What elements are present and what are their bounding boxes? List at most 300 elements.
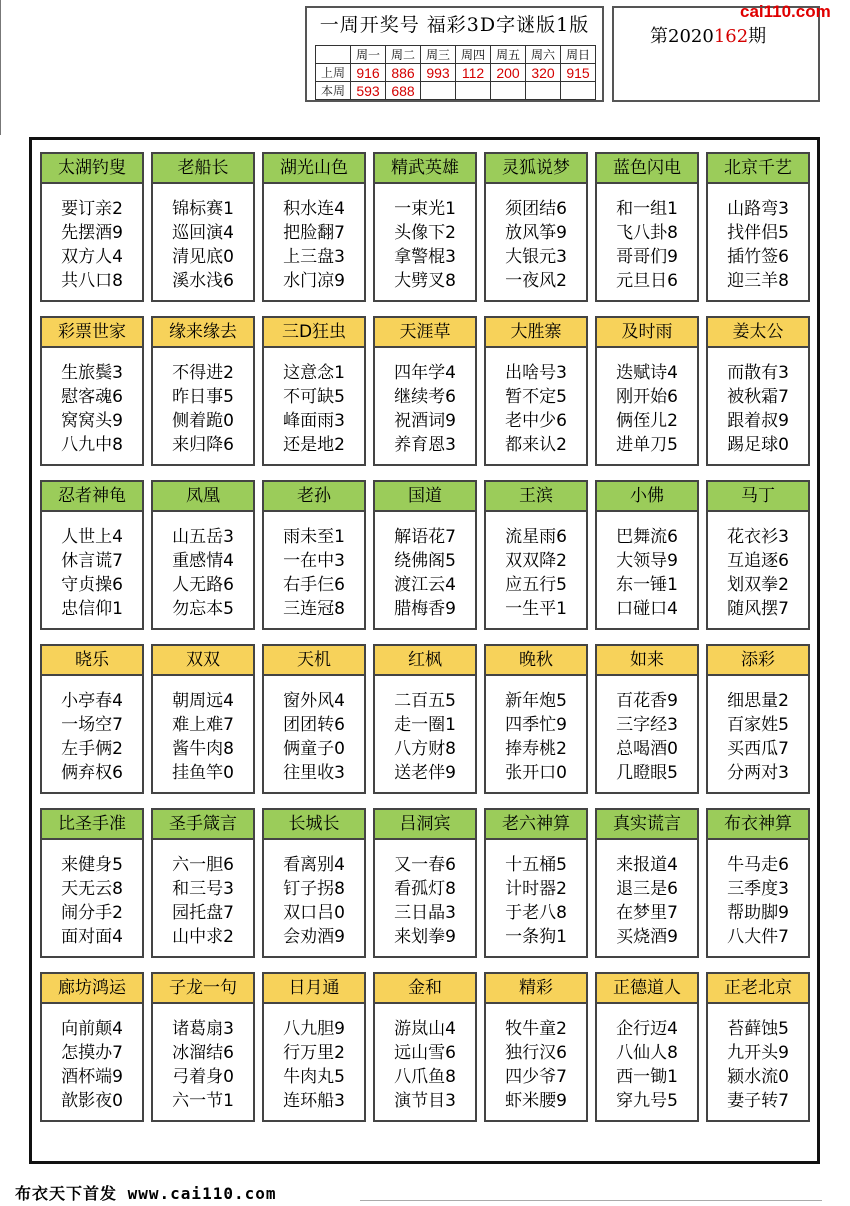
riddle-line: 诸葛扇3 [172,1019,234,1039]
this-week-row [316,82,596,100]
riddle-line: 三日晶3 [394,903,456,923]
riddle-line: 和三号3 [172,879,234,899]
riddle-line: 溪水浅6 [172,271,234,291]
riddle-line: 总喝酒0 [616,739,678,759]
riddle-line: 又一春6 [394,855,456,875]
riddle-card-title: 蓝色闪电 [597,154,697,184]
riddle-line: 一束光1 [394,199,456,219]
riddle-card [40,316,144,466]
riddle-line: 四少爷7 [505,1067,567,1087]
riddle-lines [264,512,364,621]
riddle-card-title: 添彩 [708,646,808,676]
riddle-line: 山中求2 [172,927,234,947]
riddle-card-title: 及时雨 [597,318,697,348]
riddle-line: 行万里2 [283,1043,345,1063]
riddle-line: 牛马走6 [727,855,789,875]
riddle-line: 元旦日6 [616,271,678,291]
riddle-card [151,808,255,958]
riddle-card [484,316,588,466]
riddle-lines [42,840,142,949]
riddle-line: 放风筝9 [505,223,567,243]
riddle-line: 三连冠8 [283,599,345,619]
riddle-line: 八大件7 [727,927,789,947]
header-title: 一周开奖号 福彩3D字谜版1版 [319,14,590,36]
riddle-line: 巡回演4 [172,223,234,243]
riddle-line: 计时器2 [505,879,567,899]
riddle-lines [708,676,808,785]
riddle-line: 口碰口4 [616,599,678,619]
row-label: 上周 [316,64,351,82]
riddle-line: 难上难7 [172,715,234,735]
riddle-line: 来健身5 [61,855,123,875]
riddle-line: 窗外风4 [283,691,345,711]
riddle-line: 几瞪眼5 [616,763,678,783]
draw-number [561,82,596,100]
riddle-card [262,480,366,630]
riddle-line: 和一组1 [616,199,678,219]
draw-number: 593 [351,82,386,100]
riddle-line: 水门凉9 [283,271,345,291]
riddle-line: 划双拳2 [727,575,789,595]
riddle-card-title: 比圣手准 [42,810,142,840]
riddle-line: 一夜风2 [505,271,567,291]
riddle-card [706,152,810,302]
riddle-line: 西一锄1 [616,1067,678,1087]
riddle-line: 山五岳3 [172,527,234,547]
riddle-card-title: 国道 [375,482,475,512]
riddle-card [595,972,699,1122]
riddle-card-title: 红枫 [375,646,475,676]
riddle-card-title: 小佛 [597,482,697,512]
riddle-card [595,152,699,302]
riddle-line: 被秋霜7 [727,387,789,407]
riddle-line: 要订亲2 [61,199,123,219]
riddle-card-title: 日月通 [264,974,364,1004]
riddle-line: 还是地2 [283,435,345,455]
weekly-draw-table [305,6,604,102]
riddle-line: 来报道4 [616,855,678,875]
day-label: 周五 [491,46,526,64]
riddle-line: 团团转6 [283,715,345,735]
riddle-card-title: 老孙 [264,482,364,512]
riddle-line: 百家姓5 [727,715,789,735]
riddle-line: 百花香9 [616,691,678,711]
riddle-lines [375,512,475,621]
riddle-line: 左手俩2 [61,739,123,759]
riddle-line: 峰面雨3 [283,411,345,431]
riddle-card-title: 金和 [375,974,475,1004]
riddle-lines [42,1004,142,1113]
riddle-lines [597,1004,697,1113]
riddle-lines [153,348,253,457]
riddle-line: 颍水流0 [727,1067,789,1087]
riddle-line: 一在中3 [283,551,345,571]
riddle-card [151,480,255,630]
riddle-lines [708,512,808,621]
riddle-line: 昨日事5 [172,387,234,407]
riddle-line: 进单刀5 [616,435,678,455]
riddle-card-title: 姜太公 [708,318,808,348]
riddle-lines [375,184,475,293]
issue-number [650,22,766,48]
riddle-line: 人世上4 [61,527,123,547]
riddle-line: 而散有3 [727,363,789,383]
riddle-line: 大劈叉8 [394,271,456,291]
riddle-card-title: 三D狂虫 [264,318,364,348]
riddle-card [595,316,699,466]
riddle-line: 三季度3 [727,879,789,899]
riddle-card [484,808,588,958]
day-label: 周四 [456,46,491,64]
riddle-card-title: 王滨 [486,482,586,512]
riddle-line: 妻子转7 [727,1091,789,1111]
riddle-lines [153,512,253,621]
riddle-card [40,644,144,794]
riddle-line: 一场空7 [61,715,123,735]
riddle-card [262,644,366,794]
riddle-line: 哥哥们9 [616,247,678,267]
riddle-line: 俩侄儿2 [616,411,678,431]
riddle-line: 四年学4 [394,363,456,383]
riddle-lines [264,676,364,785]
riddle-card [484,152,588,302]
riddle-line: 拿警棍3 [394,247,456,267]
riddle-line: 小亭春4 [61,691,123,711]
riddle-line: 二百五5 [394,691,456,711]
riddle-line: 园托盘7 [172,903,234,923]
riddle-line: 于老八8 [505,903,567,923]
riddle-line: 八九中8 [61,435,123,455]
riddle-line: 清见底0 [172,247,234,267]
draw-number: 200 [491,64,526,82]
riddle-line: 九开头9 [727,1043,789,1063]
riddle-line: 出啥号3 [505,363,567,383]
riddle-card-title: 双双 [153,646,253,676]
riddle-line: 一条狗1 [505,927,567,947]
riddle-card-title: 太湖钓叟 [42,154,142,184]
riddle-line: 锦标赛1 [172,199,234,219]
riddle-card-title: 长城长 [264,810,364,840]
day-label: 周六 [526,46,561,64]
riddle-card [484,480,588,630]
riddle-line: 天无云8 [61,879,123,899]
riddle-line: 穿九号5 [616,1091,678,1111]
last-week-row [316,64,596,82]
riddle-card [373,316,477,466]
riddle-card-title: 天涯草 [375,318,475,348]
riddle-card [373,972,477,1122]
riddle-line: 送老伴9 [394,763,456,783]
riddle-lines [486,184,586,293]
riddle-card-title: 晚秋 [486,646,586,676]
riddle-line: 上三盘3 [283,247,345,267]
riddle-lines [42,348,142,457]
riddle-card [40,480,144,630]
riddle-line: 帮助脚9 [727,903,789,923]
riddle-line: 都来认2 [505,435,567,455]
riddle-line: 游岚山4 [394,1019,456,1039]
riddle-line: 八爪鱼8 [394,1067,456,1087]
day-label: 周二 [386,46,421,64]
draw-number: 320 [526,64,561,82]
riddle-line: 重感情4 [172,551,234,571]
riddle-line: 分两对3 [727,763,789,783]
riddle-line: 应五行5 [505,575,567,595]
riddle-card [151,644,255,794]
riddle-card [262,808,366,958]
riddle-line: 踢足球0 [727,435,789,455]
riddle-lines [597,184,697,293]
draw-number: 688 [386,82,421,100]
riddle-line: 这意念1 [283,363,345,383]
riddle-lines [486,840,586,949]
riddle-card [262,152,366,302]
riddle-lines [153,840,253,949]
riddle-grid-frame [29,137,820,1164]
footer-credit: 布衣天下首发 www.cai110.com [15,1184,277,1203]
draw-number: 993 [421,64,456,82]
draw-number [421,82,456,100]
riddle-lines [42,676,142,785]
draw-number: 112 [456,64,491,82]
riddle-lines [597,840,697,949]
riddle-lines [42,512,142,621]
issue-serial: 162 [713,26,749,47]
riddle-line: 往里收3 [283,763,345,783]
riddle-line: 六一胆6 [172,855,234,875]
riddle-card-title: 凤凰 [153,482,253,512]
riddle-line: 须团结6 [505,199,567,219]
riddle-card [706,644,810,794]
riddle-line: 互追逐6 [727,551,789,571]
riddle-card [262,316,366,466]
riddle-line: 慰客魂6 [61,387,123,407]
riddle-line: 双双降2 [505,551,567,571]
riddle-line: 大银元3 [505,247,567,267]
riddle-line: 渡江云4 [394,575,456,595]
riddle-line: 老中少6 [505,411,567,431]
riddle-line: 看离别4 [283,855,345,875]
draw-number: 886 [386,64,421,82]
riddle-line: 酱牛肉8 [172,739,234,759]
riddle-line: 双口吕0 [283,903,345,923]
riddle-line: 挂鱼竿0 [172,763,234,783]
riddle-card-title: 灵狐说梦 [486,154,586,184]
riddle-line: 歆影夜0 [61,1091,123,1111]
riddle-card-title: 如来 [597,646,697,676]
riddle-lines [597,512,697,621]
issue-prefix: 第2020 [650,26,714,47]
riddle-line: 休言谎7 [61,551,123,571]
riddle-lines [486,348,586,457]
riddle-card [595,644,699,794]
riddle-line: 找伴侣5 [727,223,789,243]
riddle-card-title: 精彩 [486,974,586,1004]
riddle-card-title: 圣手箴言 [153,810,253,840]
riddle-line: 独行汉6 [505,1043,567,1063]
riddle-line: 流星雨6 [505,527,567,547]
riddle-line: 八仙人8 [616,1043,678,1063]
riddle-line: 把脸翻7 [283,223,345,243]
draw-number [456,82,491,100]
riddle-card [706,316,810,466]
riddle-line: 演节目3 [394,1091,456,1111]
riddle-line: 飞八卦8 [616,223,678,243]
riddle-line: 一生平1 [505,599,567,619]
riddle-card [706,480,810,630]
riddle-line: 暂不定5 [505,387,567,407]
riddle-line: 头像下2 [394,223,456,243]
riddle-card-title: 正老北京 [708,974,808,1004]
riddle-line: 闹分手2 [61,903,123,923]
riddle-line: 买西瓜7 [727,739,789,759]
riddle-line: 雨未至1 [283,527,345,547]
riddle-line: 酒杯端9 [61,1067,123,1087]
riddle-card-title: 天机 [264,646,364,676]
riddle-card-title: 廊坊鸿运 [42,974,142,1004]
riddle-card [595,808,699,958]
riddle-line: 花衣衫3 [727,527,789,547]
riddle-line: 侧着跪0 [172,411,234,431]
riddle-line: 冰溜结6 [172,1043,234,1063]
riddle-line: 绕佛阁5 [394,551,456,571]
riddle-card-title: 老船长 [153,154,253,184]
riddle-card [484,644,588,794]
riddle-line: 祝酒词9 [394,411,456,431]
riddle-line: 不得进2 [172,363,234,383]
riddle-line: 新年炮5 [505,691,567,711]
riddle-lines [264,348,364,457]
riddle-line: 共八口8 [61,271,123,291]
riddle-lines [597,348,697,457]
riddle-lines [708,1004,808,1113]
riddle-lines [153,676,253,785]
riddle-lines [153,184,253,293]
row-label: 本周 [316,82,351,100]
riddle-line: 大领导9 [616,551,678,571]
riddle-line: 十五桶5 [505,855,567,875]
riddle-line: 虾米腰9 [505,1091,567,1111]
riddle-line: 会劝酒9 [283,927,345,947]
riddle-line: 看孤灯8 [394,879,456,899]
site-logo[interactable]: cai110.com [740,2,831,21]
riddle-card [151,152,255,302]
riddle-lines [486,512,586,621]
riddle-line: 苔藓蚀5 [727,1019,789,1039]
riddle-line: 东一锤1 [616,575,678,595]
riddle-card [40,152,144,302]
riddle-lines [375,676,475,785]
riddle-line: 细思量2 [727,691,789,711]
riddle-card-title: 北京千艺 [708,154,808,184]
riddle-line: 忠信仰1 [61,599,123,619]
riddle-line: 养育恩3 [394,435,456,455]
riddle-card [373,808,477,958]
riddle-lines [375,840,475,949]
riddle-card [373,152,477,302]
riddle-card-title: 吕洞宾 [375,810,475,840]
day-header-row [316,46,596,64]
riddle-lines [597,676,697,785]
riddle-card-title: 缘来缘去 [153,318,253,348]
riddle-line: 捧寿桃2 [505,739,567,759]
corner-cell [316,46,351,64]
riddle-card-title: 彩票世家 [42,318,142,348]
riddle-card [706,972,810,1122]
riddle-card [373,644,477,794]
riddle-card [262,972,366,1122]
riddle-card-title: 布衣神算 [708,810,808,840]
riddle-card-title: 大胜寨 [486,318,586,348]
draw-number [526,82,561,100]
riddle-line: 生旅鬓3 [61,363,123,383]
riddle-line: 俩童子0 [283,739,345,759]
riddle-line: 山路弯3 [727,199,789,219]
riddle-card [373,480,477,630]
riddle-line: 右手仨6 [283,575,345,595]
issue-suffix: 期 [748,26,767,47]
riddle-lines [42,184,142,293]
riddle-lines [708,840,808,949]
riddle-lines [486,1004,586,1113]
riddle-line: 插竹签6 [727,247,789,267]
riddle-line: 窝窝头9 [61,411,123,431]
riddle-line: 勿忘本5 [172,599,234,619]
riddle-card [151,972,255,1122]
riddle-line: 连环船3 [283,1091,345,1111]
riddle-card-title: 正德道人 [597,974,697,1004]
riddle-line: 退三是6 [616,879,678,899]
day-label: 周一 [351,46,386,64]
draw-number: 916 [351,64,386,82]
riddle-card [706,808,810,958]
riddle-line: 四季忙9 [505,715,567,735]
day-label: 周日 [561,46,596,64]
riddle-lines [264,840,364,949]
riddle-card [595,480,699,630]
riddle-line: 朝周远4 [172,691,234,711]
riddle-lines [708,184,808,293]
riddle-card-title: 晓乐 [42,646,142,676]
riddle-card-title: 真实谎言 [597,810,697,840]
riddle-card-title: 老六神算 [486,810,586,840]
riddle-line: 六一节1 [172,1091,234,1111]
riddle-line: 钉子拐8 [283,879,345,899]
riddle-lines [708,348,808,457]
riddle-line: 在梦里7 [616,903,678,923]
riddle-line: 先摆酒9 [61,223,123,243]
riddle-line: 随风摆7 [727,599,789,619]
riddle-card-title: 马丁 [708,482,808,512]
day-label: 周三 [421,46,456,64]
riddle-lines [486,676,586,785]
riddle-line: 张开口0 [505,763,567,783]
riddle-card-title: 精武英雄 [375,154,475,184]
riddle-line: 不可缺5 [283,387,345,407]
riddle-card-title: 湖光山色 [264,154,364,184]
riddle-line: 面对面4 [61,927,123,947]
riddle-line: 来划拳9 [394,927,456,947]
riddle-card [40,972,144,1122]
draw-number: 915 [561,64,596,82]
riddle-line: 守贞操6 [61,575,123,595]
riddle-card [484,972,588,1122]
riddle-line: 俩弃权6 [61,763,123,783]
riddle-line: 企行迈4 [616,1019,678,1039]
riddle-line: 向前颠4 [61,1019,123,1039]
riddle-line: 怎摸办7 [61,1043,123,1063]
riddle-lines [264,1004,364,1113]
